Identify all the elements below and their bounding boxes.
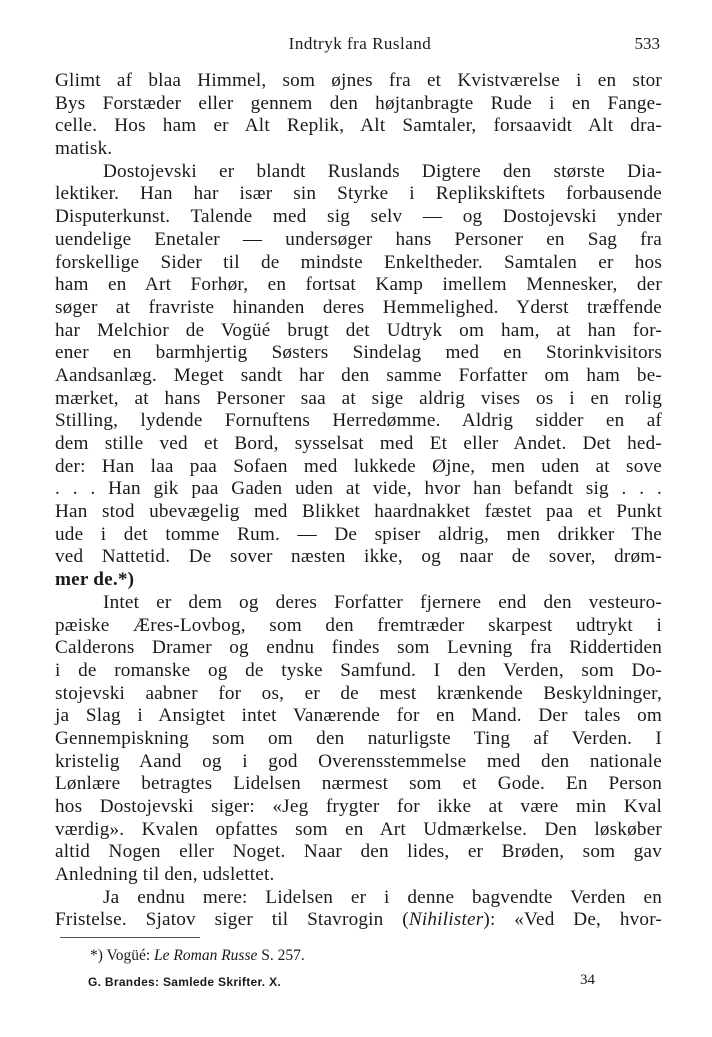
printer-signature: G. Brandes: Samlede Skrifter. X. — [88, 975, 282, 989]
text-line: ja Slag i Ansigtet intet Vanærende for en Mand. Der tales om — [55, 705, 662, 727]
footnote-divider — [60, 937, 200, 938]
text-line: ener en barmhjertig Søsters Sindelag med en Storinkvisitors — [55, 342, 662, 364]
text-line: Calderons Dramer og endnu findes som Levning fra Riddertiden — [55, 637, 662, 659]
text-line: Lønlære betragtes Lidelsen nærmest som et Gode. En Person — [55, 773, 662, 795]
page-number: 533 — [634, 34, 660, 53]
text-line: uendelige Enetaler — undersøger hans Personer en Sag fra — [55, 228, 662, 250]
footnote-marker: *) — [90, 947, 103, 964]
text-line: ham en Art Forhør, en fortsat Kamp imellem Mennesker, der — [55, 274, 662, 296]
text-line: Han stod ubevægelig med Blikket haardnakket fæstet paa et Punkt — [55, 501, 662, 523]
text-line: ude i det tomme Rum. — De spiser aldrig, men drikker The — [55, 523, 662, 545]
text-line: Gennempiskning som om den naturligste Ting af Verden. I — [55, 727, 662, 749]
text-line: Glimt af blaa Himmel, som øjnes fra et Kvistværelse i en stor — [55, 70, 662, 91]
text-line: kristelig Aand og i god Overensstemmelse med den nationale — [55, 750, 662, 772]
text-line: søger at fravriste hinanden deres Hemmelighed. Yderst træffende — [55, 296, 662, 318]
text-line: stojevski aabner for os, er de mest krænkende Beskyldninger, — [55, 682, 662, 704]
text-line — [55, 909, 662, 932]
text-line: dem stille ved et Bord, sysselsat med Et eller Andet. Det hed- — [55, 433, 662, 454]
footnote-reference-line: mer de.*) — [55, 569, 135, 591]
text-line: har Melchior de Vogüé brugt det Udtryk om ham, at han for- — [55, 319, 662, 341]
text-line: Anledning til den, udslettet. — [55, 864, 275, 886]
text-line: værdig». Kvalen opfattes som en Art Udmærkelse. Den løskøber — [55, 818, 662, 840]
text-fragment: ): «Ved De, hvor- — [483, 909, 662, 931]
text-line: Disputerkunst. Talende med sig selv — og Dostojevski ynder — [55, 206, 662, 228]
text-line: i de romanske og de tyske Samfund. I den Verden, som Do- — [55, 659, 662, 681]
paragraph-first-line: Intet er dem og deres Forfatter fjernere end den vesteuro- — [103, 591, 662, 613]
paragraph-first-line: Dostojevski er blandt Ruslands Digtere den største Dia- — [103, 160, 662, 182]
book-title-nihilister: Nihilister — [408, 909, 484, 931]
text-line: lektiker. Han har især sin Styrke i Replikskiftets forbausende — [55, 183, 662, 205]
running-header — [60, 34, 660, 58]
text-fragment: Fristelse. Sjatov siger til Stavrogin ( — [55, 909, 409, 931]
text-line: der: Han laa paa Sofaen med lukkede Øjne, men uden at sove — [55, 455, 662, 477]
text-line: . . . Han gik paa Gaden uden at vide, hvor han befandt sig . . . — [55, 478, 662, 500]
footnote-author: Vogüé: — [106, 947, 151, 964]
text-line: Stilling, lydende Fornuftens Herredømme. Aldrig sidder en af — [55, 410, 662, 432]
body-text — [55, 70, 662, 932]
text-line: pæiske Æres-Lovbog, som den fremtræder skarpest udtrykt i — [55, 614, 662, 636]
text-line: matisk. — [55, 138, 113, 160]
text-line: ved Nattetid. De sover næsten ikke, og naar de sover, drøm- — [55, 546, 662, 568]
text-line: forskellige Sider til de mindste Enkeltheder. Samtalen er hos — [55, 251, 662, 273]
text-line: Bys Forstæder eller gennem den højtanbragte Rude i en Fange- — [55, 92, 662, 114]
paragraph-first-line: Ja endnu mere: Lidelsen er i denne bagvendte Verden en — [103, 886, 662, 908]
text-line: mærket, at hans Personer saa at sige aldrig vises os i en rolig — [55, 387, 662, 409]
text-line: altid Nogen eller Noget. Naar den lides, er Brøden, som gav — [55, 841, 662, 863]
footnote — [90, 947, 305, 965]
footnote-page-ref: S. 257. — [261, 947, 305, 964]
text-line: celle. Hos ham er Alt Replik, Alt Samtaler, forsaavidt Alt dra- — [55, 115, 662, 137]
footnote-title: Le Roman Russe — [154, 947, 258, 964]
running-title: Indtryk fra Rusland — [288, 34, 432, 53]
text-line: Aandsanlæg. Meget sandt har den samme Forfatter om ham be- — [55, 364, 662, 386]
text-line: hos Dostojevski siger: «Jeg frygter for ikke at være min Kval — [55, 796, 662, 817]
sheet-number: 34 — [580, 972, 595, 988]
